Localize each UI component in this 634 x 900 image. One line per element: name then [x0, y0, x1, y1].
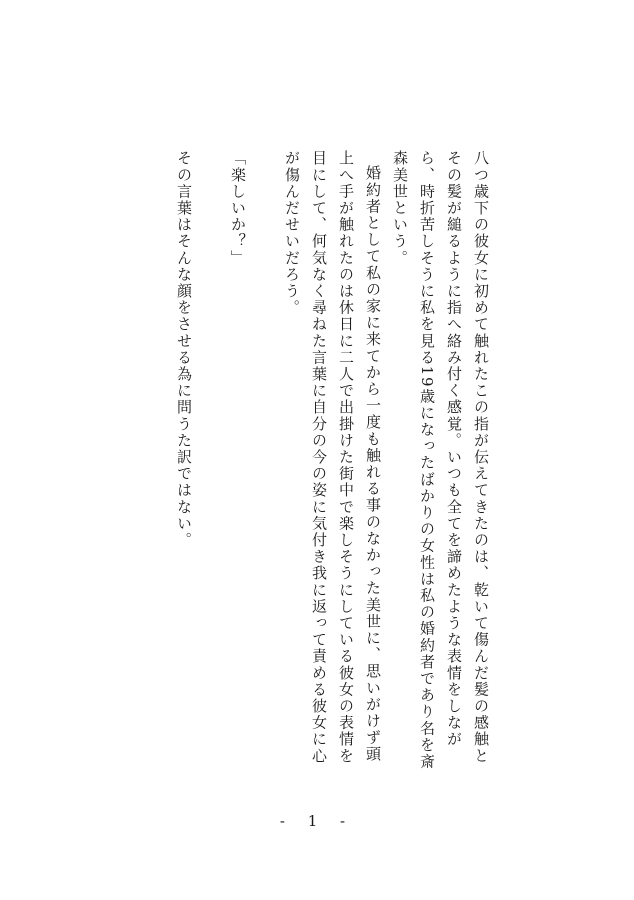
dialogue-line: 「楽しいか？」 [229, 150, 247, 267]
page-number: - 1 - [279, 812, 355, 830]
paragraph-3: その言葉はそんな顔をさせる為に問うた訳ではない。 [175, 150, 193, 549]
paragraph-2: 婚約者として私の家に来てから一度も触れる事のなかった美世に、思いがけず頭上へ手が触れたのは休日に二人で出掛けた街中で楽しそうにしている彼女の表情を目にして、何気なく尋ねた言葉に自分の今の姿に気付き我に返って責める彼女に心が傷んだせいだろう。 [283, 150, 382, 765]
paragraph-1: 八つ歳下の彼女に初めて触れたこの指が伝えてきたのは、乾いて傷んだ髪の感触とその髪が縋るように指へ絡み付く感覚。いつも全てを諦めたような表情をしながら、時折苦しそうに私を見る19歳になったばかりの女性は私の婚約者であり名を斎森美世という。 [391, 150, 490, 770]
blank-line [251, 150, 278, 770]
blank-line [197, 150, 224, 770]
vertical-text-body [170, 150, 494, 770]
